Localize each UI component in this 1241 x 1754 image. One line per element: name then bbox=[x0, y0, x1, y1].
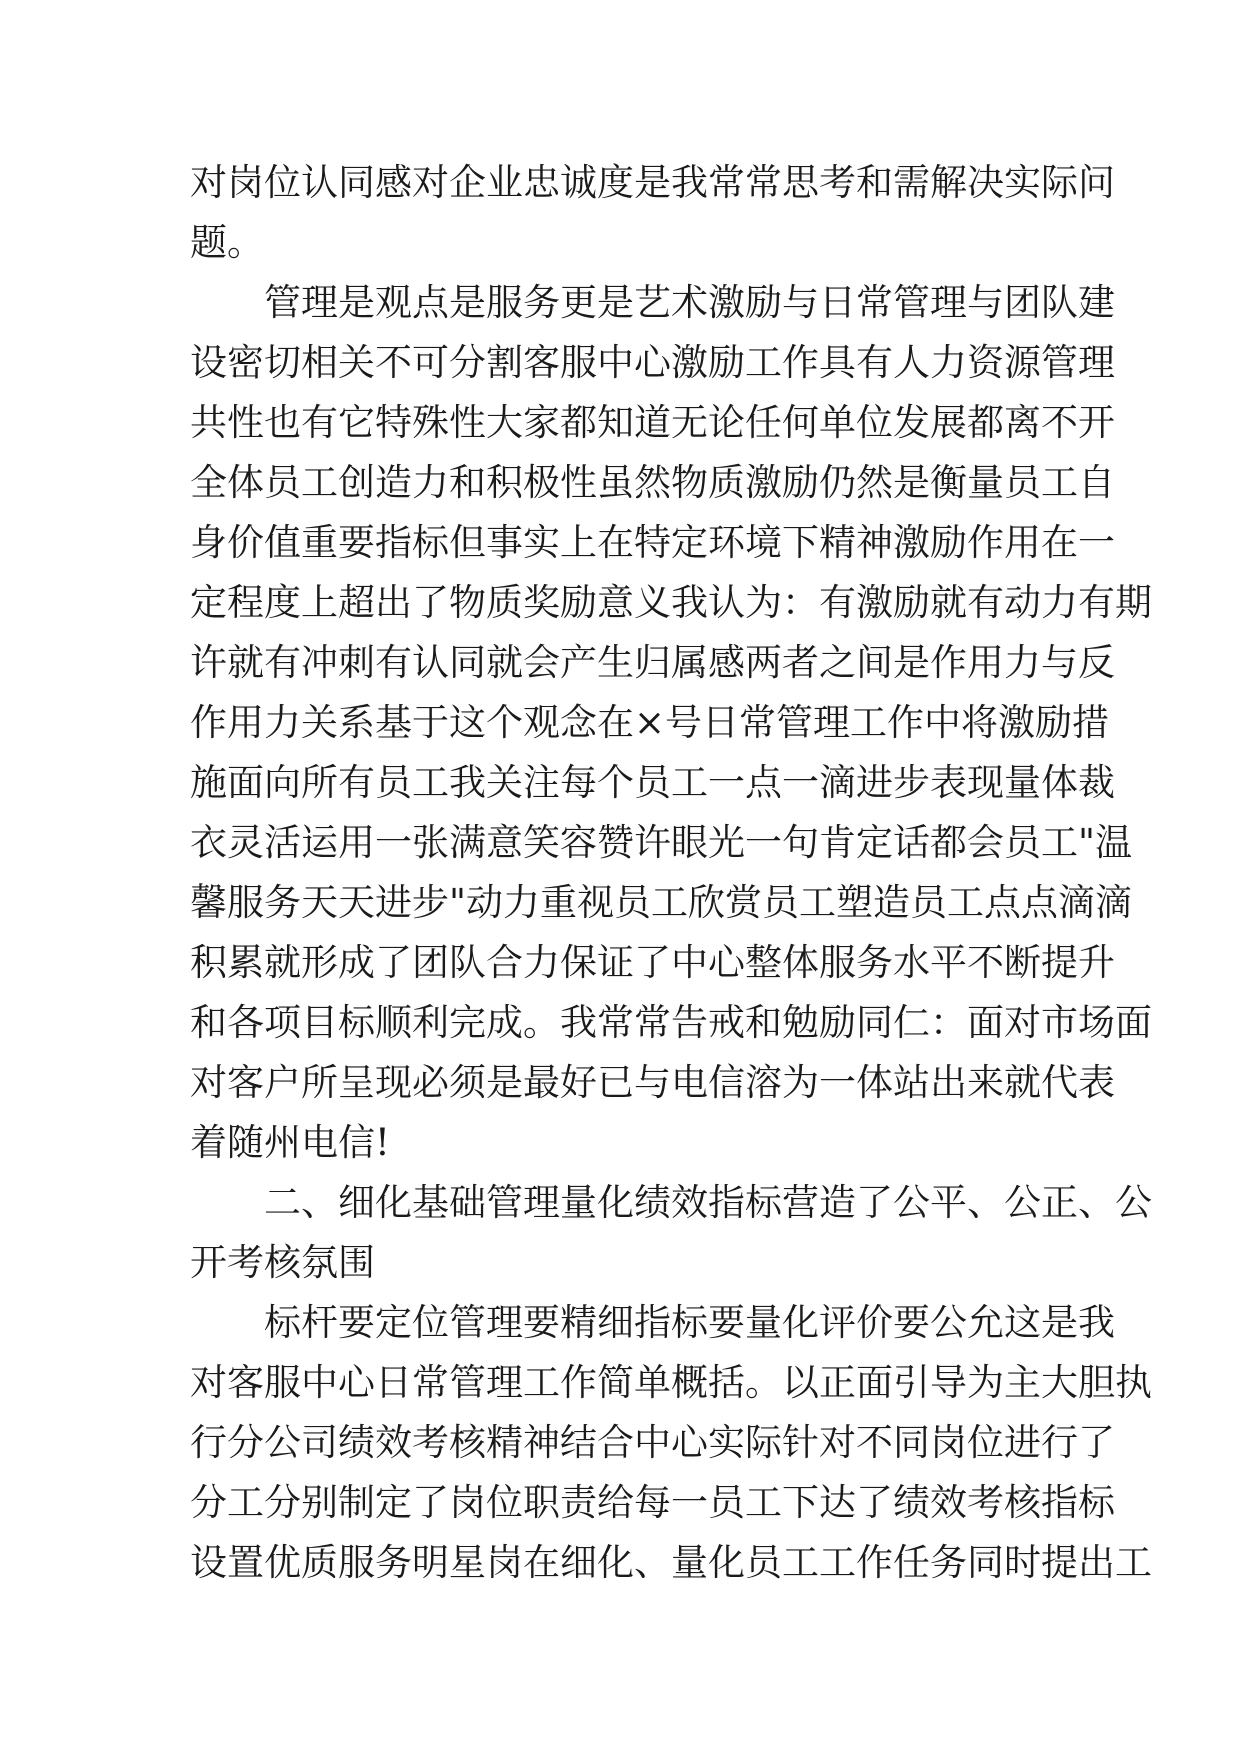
text-line: 题。 bbox=[190, 221, 264, 264]
text-line: 全体员工创造力和积极性虽然物质激励仍然是衡量员工自 bbox=[190, 461, 1115, 504]
text-line: 标杆要定位管理要精细指标要量化评价要公允这是我 bbox=[190, 1301, 1115, 1344]
text-line: 管理是观点是服务更是艺术激励与日常管理与团队建 bbox=[190, 281, 1115, 324]
text-line: 设置优质服务明星岗在细化、量化员工工作任务同时提出工 bbox=[190, 1541, 1152, 1584]
section-heading-line: 二、细化基础管理量化绩效指标营造了公平、公正、公 bbox=[190, 1181, 1152, 1224]
text-line: 许就有冲刺有认同就会产生归属感两者之间是作用力与反 bbox=[190, 641, 1115, 684]
section-heading-line: 开考核氛围 bbox=[190, 1241, 375, 1284]
text-line: 共性也有它特殊性大家都知道无论任何单位发展都离不开 bbox=[190, 401, 1115, 444]
text-line: 身价值重要指标但事实上在特定环境下精神激励作用在一 bbox=[190, 521, 1115, 564]
text-line: 衣灵活运用一张满意笑容赞许眼光一句肯定话都会员工"温 bbox=[190, 821, 1133, 864]
text-line: 着随州电信! bbox=[190, 1121, 390, 1164]
text-line: 作用力关系基于这个观念在×号日常管理工作中将激励措 bbox=[190, 701, 1110, 744]
document-body bbox=[190, 153, 1152, 1593]
text-line: 分工分别制定了岗位职责给每一员工下达了绩效考核指标 bbox=[190, 1481, 1115, 1524]
text-line: 施面向所有员工我关注每个员工一点一滴进步表现量体裁 bbox=[190, 761, 1115, 804]
text-line: 对岗位认同感对企业忠诚度是我常常思考和需解决实际问 bbox=[190, 161, 1115, 204]
text-line: 设密切相关不可分割客服中心激励工作具有人力资源管理 bbox=[190, 341, 1115, 384]
text-line: 和各项目标顺利完成。我常常告戒和勉励同仁：面对市场面 bbox=[190, 1001, 1152, 1044]
text-line: 行分公司绩效考核精神结合中心实际针对不同岗位进行了 bbox=[190, 1421, 1115, 1464]
text-line: 对客户所呈现必须是最好已与电信溶为一体站出来就代表 bbox=[190, 1061, 1115, 1104]
text-line: 定程度上超出了物质奖励意义我认为：有激励就有动力有期 bbox=[190, 581, 1152, 624]
text-line: 积累就形成了团队合力保证了中心整体服务水平不断提升 bbox=[190, 941, 1115, 984]
text-line: 馨服务天天进步"动力重视员工欣赏员工塑造员工点点滴滴 bbox=[190, 881, 1133, 924]
text-line: 对客服中心日常管理工作简单概括。以正面引导为主大胆执 bbox=[190, 1361, 1152, 1404]
